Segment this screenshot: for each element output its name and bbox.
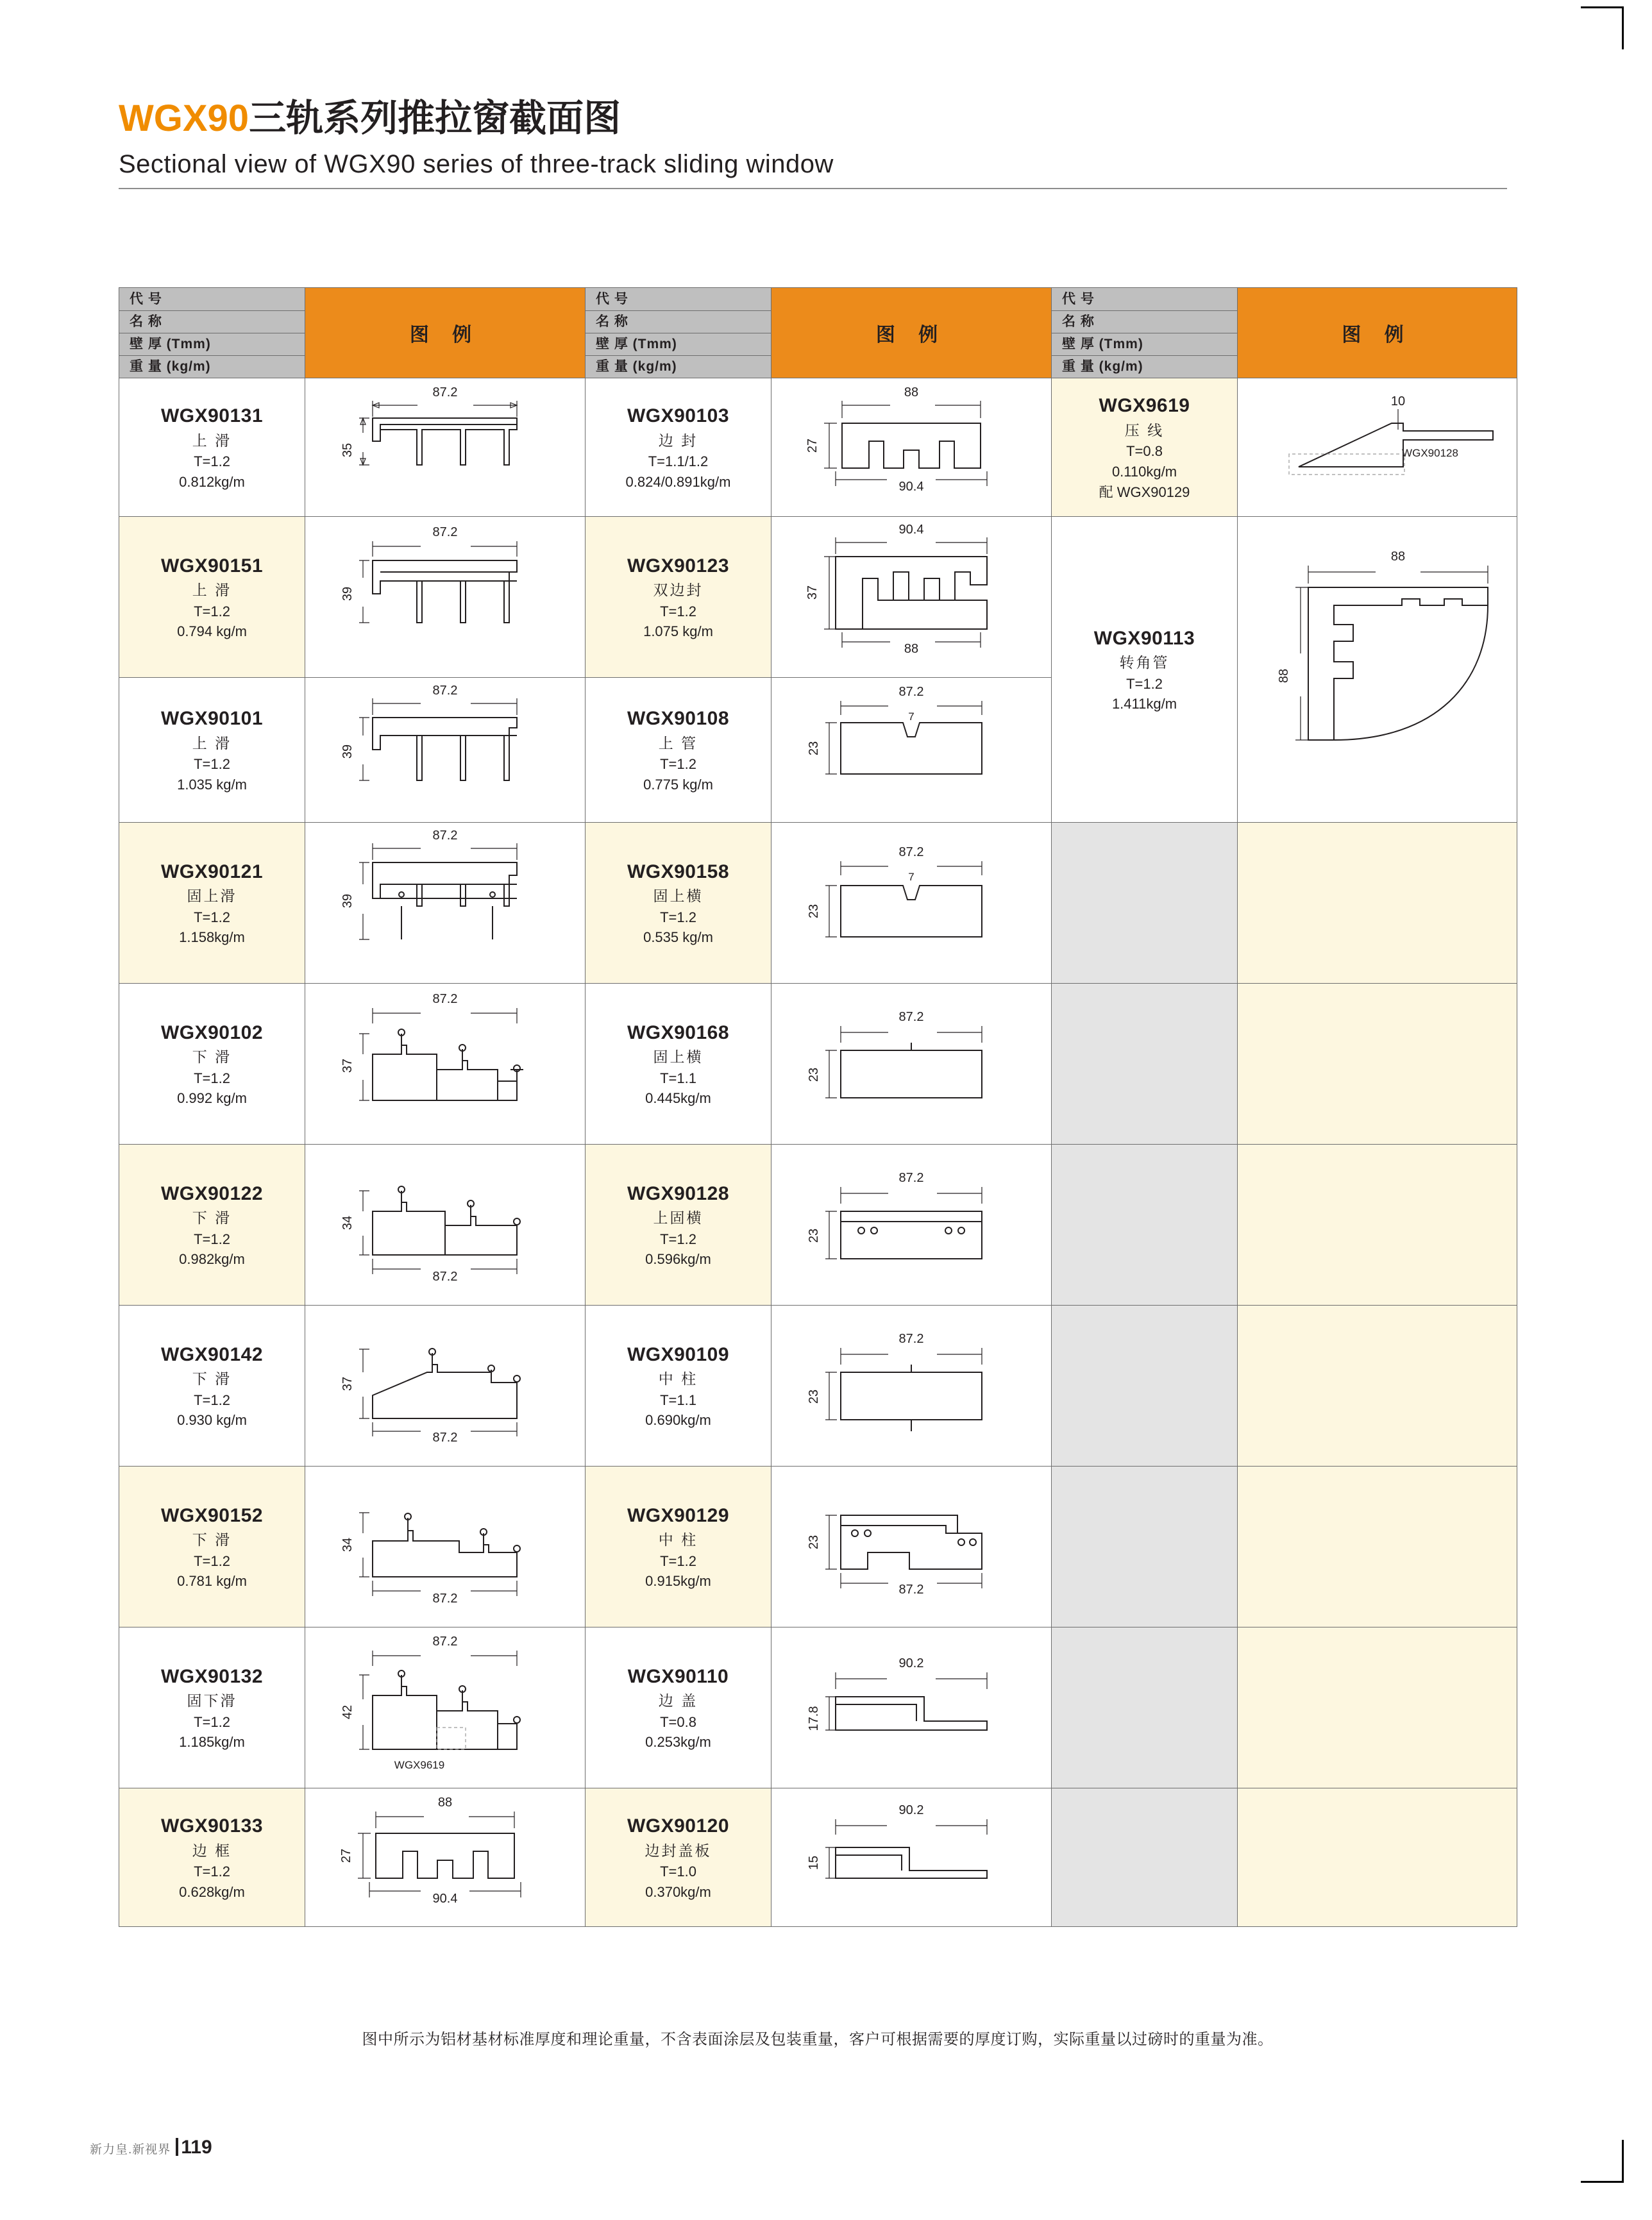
figure-wgx90110 xyxy=(771,1627,1052,1788)
brand-text: 新力皇.新视界 xyxy=(90,2143,171,2157)
figure-wgx90109 xyxy=(771,1306,1052,1467)
profile-weight: 0.915kg/m xyxy=(645,1573,711,1590)
profile-code: WGX90121 xyxy=(160,861,264,882)
dim-left: 35 xyxy=(341,442,355,458)
empty-spec-cell xyxy=(1052,1145,1238,1306)
profile-weight: 1.075 kg/m xyxy=(643,623,713,640)
table-row xyxy=(119,1627,1517,1788)
spec-wgx90110 xyxy=(586,1627,771,1788)
dim-top: 87.2 xyxy=(432,828,458,843)
spec-wgx90132 xyxy=(119,1627,305,1788)
section-drawing xyxy=(305,823,586,983)
spec-wgx90133 xyxy=(119,1788,305,1927)
dim-left: 23 xyxy=(807,904,821,919)
profile-code: WGX90103 xyxy=(627,405,730,427)
header-figure-col-3: 图 例 xyxy=(1238,288,1517,378)
section-drawing xyxy=(771,378,1052,516)
dim-left: 37 xyxy=(341,1058,355,1073)
page-number xyxy=(176,2137,212,2158)
empty-spec-cell xyxy=(1052,1467,1238,1627)
dim-bottom: 87.2 xyxy=(432,1270,458,1284)
profile-code: WGX90101 xyxy=(160,708,264,730)
figure-wgx90131 xyxy=(305,378,586,517)
section-drawing xyxy=(771,1467,1052,1627)
profile-code: WGX90102 xyxy=(160,1022,264,1043)
figure-note: WGX90128 xyxy=(1402,447,1458,459)
dim-left: 88 xyxy=(1277,668,1291,684)
profile-name: 边 框 xyxy=(192,1842,232,1859)
header-divider xyxy=(119,188,1507,189)
section-drawing xyxy=(771,1145,1052,1305)
profile-name: 中 柱 xyxy=(658,1531,698,1549)
page-subtitle: Sectional view of WGX90 series of three-track sliding window xyxy=(119,149,834,178)
profile-thickness: T=1.2 xyxy=(194,1863,230,1880)
empty-figure-cell xyxy=(1238,1627,1517,1788)
profile-name: 下 滑 xyxy=(192,1370,232,1388)
figure-wgx90108 xyxy=(771,678,1052,823)
dim-left: 42 xyxy=(341,1704,355,1720)
figure-wgx90103 xyxy=(771,378,1052,517)
section-drawing xyxy=(771,1627,1052,1788)
profile-weight: 0.781 kg/m xyxy=(177,1573,247,1590)
profile-weight: 0.775 kg/m xyxy=(643,776,713,793)
profile-code: WGX90108 xyxy=(627,708,730,730)
dim-left: 15 xyxy=(807,1855,821,1871)
empty-spec-cell xyxy=(1052,823,1238,984)
profile-name: 下 滑 xyxy=(192,1209,232,1227)
profile-name: 固上滑 xyxy=(187,887,237,905)
profile-thickness: T=1.1 xyxy=(660,1070,696,1086)
figure-wgx90168 xyxy=(771,984,1052,1145)
section-drawing xyxy=(771,984,1052,1144)
section-drawing xyxy=(1238,528,1517,811)
figure-wgx90101 xyxy=(305,678,586,823)
profile-thickness: T=1.2 xyxy=(194,1552,230,1569)
spec-wgx90113 xyxy=(1052,517,1238,823)
dim-left: 39 xyxy=(341,586,355,601)
header-line-weight: 重 量 (kg/m) xyxy=(596,358,677,374)
spec-wgx90103 xyxy=(586,378,771,517)
profile-weight: 0.992 kg/m xyxy=(177,1090,247,1107)
spec-wgx90109 xyxy=(586,1306,771,1467)
header-line-name: 名 称 xyxy=(1052,311,1237,333)
dim-left: 27 xyxy=(805,438,820,453)
section-drawing xyxy=(305,378,586,516)
profile-name: 边封盖板 xyxy=(645,1842,712,1859)
profile-name: 压 线 xyxy=(1124,421,1165,439)
profile-code: WGX90132 xyxy=(160,1665,264,1687)
profile-name: 上固横 xyxy=(653,1209,704,1227)
profile-weight: 1.411kg/m xyxy=(1111,696,1177,712)
profile-thickness: T=0.8 xyxy=(1126,443,1163,460)
dim-top: 87.2 xyxy=(432,684,458,698)
table-row xyxy=(119,823,1517,984)
table-row xyxy=(119,517,1517,678)
dim-bottom: 87.2 xyxy=(898,1583,924,1597)
profile-code: WGX90131 xyxy=(160,405,264,427)
figure-wgx90120 xyxy=(771,1788,1052,1927)
figure-note: WGX9619 xyxy=(394,1759,445,1771)
section-drawing xyxy=(305,678,586,822)
spec-wgx90101 xyxy=(119,678,305,823)
dim-top: 88 xyxy=(437,1795,453,1810)
spec-wgx90151 xyxy=(119,517,305,678)
header-line-thickness: 壁 厚 (Tmm) xyxy=(586,333,771,356)
header-line-name: 名 称 xyxy=(586,311,771,333)
page-title-code: WGX90 xyxy=(119,97,249,139)
profile-code: WGX90151 xyxy=(160,555,264,576)
spec-wgx9619 xyxy=(1052,378,1238,517)
profile-weight: 0.370kg/m xyxy=(645,1883,711,1900)
profile-code: WGX90110 xyxy=(627,1665,729,1687)
profile-name: 上 管 xyxy=(658,734,698,752)
profile-name: 边 封 xyxy=(658,432,698,449)
empty-spec-cell xyxy=(1052,1306,1238,1467)
table-header-row xyxy=(119,288,1517,378)
dim-left: 23 xyxy=(807,741,821,756)
profile-weight: 0.253kg/m xyxy=(645,1734,711,1751)
dim-bottom: 90.4 xyxy=(432,1892,458,1906)
spec-wgx90108 xyxy=(586,678,771,823)
profile-name: 下 滑 xyxy=(192,1048,232,1066)
profile-extra: 配 WGX90129 xyxy=(1099,484,1190,500)
header-line-name: 名 称 xyxy=(119,311,305,333)
empty-figure-cell xyxy=(1238,1788,1517,1927)
section-drawing xyxy=(305,1467,586,1627)
figure-wgx90152 xyxy=(305,1467,586,1627)
profile-thickness: T=1.2 xyxy=(660,1231,696,1247)
profile-weight: 0.812kg/m xyxy=(179,473,245,490)
dim-left: 27 xyxy=(339,1848,353,1863)
dim-left: 34 xyxy=(341,1215,355,1231)
profile-thickness: T=1.1/1.2 xyxy=(648,453,709,470)
section-drawing xyxy=(771,678,1052,822)
profile-name: 固上横 xyxy=(653,887,704,905)
profile-code: WGX90120 xyxy=(627,1815,730,1837)
section-drawing xyxy=(305,1145,586,1305)
profile-name: 下 滑 xyxy=(192,1531,232,1549)
dim-left: 23 xyxy=(807,1535,821,1550)
header-figure-col-2: 图 例 xyxy=(771,288,1052,378)
dim-top: 88 xyxy=(1390,550,1406,564)
dim-left: 34 xyxy=(341,1537,355,1552)
profile-name: 固下滑 xyxy=(187,1692,237,1710)
dim-inner: 10 xyxy=(1390,394,1406,408)
profile-code: WGX90168 xyxy=(627,1022,730,1043)
dim-bottom: 88 xyxy=(904,642,919,656)
section-drawing xyxy=(305,1627,586,1788)
profile-thickness: T=1.0 xyxy=(660,1863,696,1880)
profile-thickness: T=1.2 xyxy=(194,1392,230,1408)
dim-left: 39 xyxy=(341,744,355,759)
empty-spec-cell xyxy=(1052,984,1238,1145)
dim-bottom: 90.4 xyxy=(898,480,924,494)
profile-weight: 0.794 kg/m xyxy=(177,623,247,640)
section-drawing xyxy=(305,984,586,1144)
figure-wgx90132 xyxy=(305,1627,586,1788)
dim-bottom: 87.2 xyxy=(432,1592,458,1606)
profile-name: 边 盖 xyxy=(658,1692,698,1710)
spec-wgx90121 xyxy=(119,823,305,984)
profile-code: WGX9619 xyxy=(1099,395,1190,417)
page-footer xyxy=(90,2137,212,2158)
profile-thickness: T=1.2 xyxy=(660,1552,696,1569)
dim-left: 23 xyxy=(807,1389,821,1404)
spec-wgx90123 xyxy=(586,517,771,678)
dim-left: 23 xyxy=(807,1228,821,1243)
profile-thickness: T=1.2 xyxy=(660,756,696,773)
dim-top: 87.2 xyxy=(898,1010,924,1024)
dim-top: 87.2 xyxy=(432,1635,458,1649)
figure-wgx90121 xyxy=(305,823,586,984)
crop-mark-bottom-right xyxy=(1581,2140,1624,2183)
profile-code: WGX90142 xyxy=(160,1343,264,1365)
profile-code: WGX90133 xyxy=(160,1815,264,1837)
figure-wgx90129 xyxy=(771,1467,1052,1627)
spec-wgx90102 xyxy=(119,984,305,1145)
profile-weight: 1.158kg/m xyxy=(179,929,245,946)
profile-thickness: T=1.2 xyxy=(194,1231,230,1247)
profile-weight: 0.628kg/m xyxy=(179,1883,245,1900)
dim-top: 88 xyxy=(904,385,919,399)
profile-code: WGX90113 xyxy=(1093,627,1195,649)
dim-top: 90.2 xyxy=(898,1656,924,1670)
figure-wgx90113 xyxy=(1238,517,1517,823)
empty-spec-cell xyxy=(1052,1788,1238,1927)
profile-weight: 0.445kg/m xyxy=(645,1090,711,1107)
profile-thickness: T=1.2 xyxy=(194,756,230,773)
header-spec-col-3 xyxy=(1052,288,1238,378)
dim-bottom: 87.2 xyxy=(432,1431,458,1445)
profile-code: WGX90123 xyxy=(627,555,730,576)
table-row xyxy=(119,1145,1517,1306)
dim-top: 87.2 xyxy=(432,525,458,539)
dim-top: 87.2 xyxy=(432,385,458,399)
header-line-weight: 重 量 (kg/m) xyxy=(130,358,211,374)
header-line-code: 代 号 xyxy=(119,289,305,311)
dim-top: 87.2 xyxy=(898,1171,924,1185)
figure-wgx90102 xyxy=(305,984,586,1145)
page-number-value: 119 xyxy=(181,2137,212,2158)
section-drawing xyxy=(305,1788,586,1926)
empty-figure-cell xyxy=(1238,1467,1517,1627)
header-line-thickness: 壁 厚 (Tmm) xyxy=(1052,333,1237,356)
spec-wgx90152 xyxy=(119,1467,305,1627)
header-line-weight: 重 量 (kg/m) xyxy=(1062,358,1143,374)
table-row xyxy=(119,984,1517,1145)
profile-thickness: T=1.2 xyxy=(194,603,230,619)
section-drawing xyxy=(771,1306,1052,1466)
table-row xyxy=(119,1788,1517,1927)
profile-code: WGX90129 xyxy=(627,1504,730,1526)
section-drawing xyxy=(305,517,586,677)
table-row xyxy=(119,1467,1517,1627)
header-line-code: 代 号 xyxy=(586,289,771,311)
dim-top: 87.2 xyxy=(898,845,924,859)
section-drawing xyxy=(771,517,1052,677)
empty-figure-cell xyxy=(1238,823,1517,984)
figure-wgx90123 xyxy=(771,517,1052,678)
spec-wgx90122 xyxy=(119,1145,305,1306)
profile-thickness: T=1.2 xyxy=(194,909,230,925)
figure-wgx90122 xyxy=(305,1145,586,1306)
spec-wgx90120 xyxy=(586,1788,771,1927)
figure-wgx90151 xyxy=(305,517,586,678)
dim-top: 87.2 xyxy=(432,992,458,1006)
dim-top: 90.4 xyxy=(898,523,924,537)
spec-wgx90128 xyxy=(586,1145,771,1306)
header-figure-col-1: 图 例 xyxy=(305,288,586,378)
profile-code: WGX90158 xyxy=(627,861,730,882)
profile-thickness: T=1.2 xyxy=(194,1070,230,1086)
empty-spec-cell xyxy=(1052,1627,1238,1788)
crop-mark-top-right xyxy=(1581,6,1624,49)
dim-top: 87.2 xyxy=(898,685,924,699)
profile-thickness: T=1.2 xyxy=(1126,675,1163,692)
table-note: 图中所示为铝材基材标准厚度和理论重量，不含表面涂层及包装重量，客户可根据需要的厚度订购，实际重量以过磅时的重量为准。 xyxy=(362,2031,1274,2048)
section-drawing xyxy=(305,1306,586,1466)
profile-code: WGX90109 xyxy=(627,1343,730,1365)
dim-inner: 7 xyxy=(908,871,914,883)
profile-name: 上 滑 xyxy=(192,432,232,449)
profile-thickness: T=1.2 xyxy=(194,453,230,470)
spec-wgx90131 xyxy=(119,378,305,517)
empty-figure-cell xyxy=(1238,1145,1517,1306)
profile-weight: 0.535 kg/m xyxy=(643,929,713,946)
profile-code: WGX90128 xyxy=(627,1182,730,1204)
spec-wgx90142 xyxy=(119,1306,305,1467)
profile-thickness: T=1.2 xyxy=(194,1713,230,1730)
empty-figure-cell xyxy=(1238,984,1517,1145)
table-row xyxy=(119,378,1517,517)
figure-wgx90158 xyxy=(771,823,1052,984)
profile-name: 转角管 xyxy=(1119,654,1170,671)
page-title xyxy=(119,96,1504,141)
profile-name: 双边封 xyxy=(653,582,704,599)
header-line-code: 代 号 xyxy=(1052,289,1237,311)
profile-weight: 0.824/0.891kg/m xyxy=(625,473,731,490)
empty-figure-cell xyxy=(1238,1306,1517,1467)
profile-thickness: T=1.2 xyxy=(660,603,696,619)
profile-name: 固上横 xyxy=(653,1048,704,1066)
profile-weight: 1.185kg/m xyxy=(179,1734,245,1751)
profile-weight: 0.982kg/m xyxy=(179,1251,245,1268)
section-drawing xyxy=(771,1788,1052,1926)
profile-code: WGX90152 xyxy=(160,1504,264,1526)
profile-weight: 0.596kg/m xyxy=(645,1251,711,1268)
dim-top: 87.2 xyxy=(898,1332,924,1346)
dim-top: 90.2 xyxy=(898,1803,924,1817)
profile-code: WGX90122 xyxy=(160,1182,264,1204)
page-title-rest: 三轨系列推拉窗截面图 xyxy=(249,97,621,139)
dim-inner: 7 xyxy=(908,711,914,723)
profile-thickness: T=1.1 xyxy=(660,1392,696,1408)
figure-wgx90133 xyxy=(305,1788,586,1927)
spec-wgx90129 xyxy=(586,1467,771,1627)
profile-weight: 1.035 kg/m xyxy=(177,776,247,793)
profile-weight: 0.110kg/m xyxy=(1111,463,1177,480)
dim-left: 17.8 xyxy=(807,1706,821,1731)
profiles-table xyxy=(119,287,1517,1927)
dim-left: 37 xyxy=(805,585,820,600)
dim-left: 37 xyxy=(341,1376,355,1392)
dim-left: 23 xyxy=(807,1067,821,1082)
profile-name: 中 柱 xyxy=(658,1370,698,1388)
header-spec-col-2 xyxy=(586,288,771,378)
profile-name: 上 滑 xyxy=(192,734,232,752)
profile-thickness: T=0.8 xyxy=(660,1713,696,1730)
table-row xyxy=(119,1306,1517,1467)
figure-wgx9619 xyxy=(1238,378,1517,517)
figure-wgx90128 xyxy=(771,1145,1052,1306)
dim-left: 39 xyxy=(341,893,355,909)
profile-thickness: T=1.2 xyxy=(660,909,696,925)
section-drawing xyxy=(771,823,1052,983)
section-drawing xyxy=(1238,378,1517,516)
profile-name: 上 滑 xyxy=(192,582,232,599)
profile-weight: 0.930 kg/m xyxy=(177,1412,247,1429)
spec-wgx90168 xyxy=(586,984,771,1145)
header-spec-col-1 xyxy=(119,288,305,378)
profile-weight: 0.690kg/m xyxy=(645,1412,711,1429)
page-header xyxy=(119,96,1504,189)
figure-wgx90142 xyxy=(305,1306,586,1467)
header-line-thickness: 壁 厚 (Tmm) xyxy=(119,333,305,356)
spec-wgx90158 xyxy=(586,823,771,984)
